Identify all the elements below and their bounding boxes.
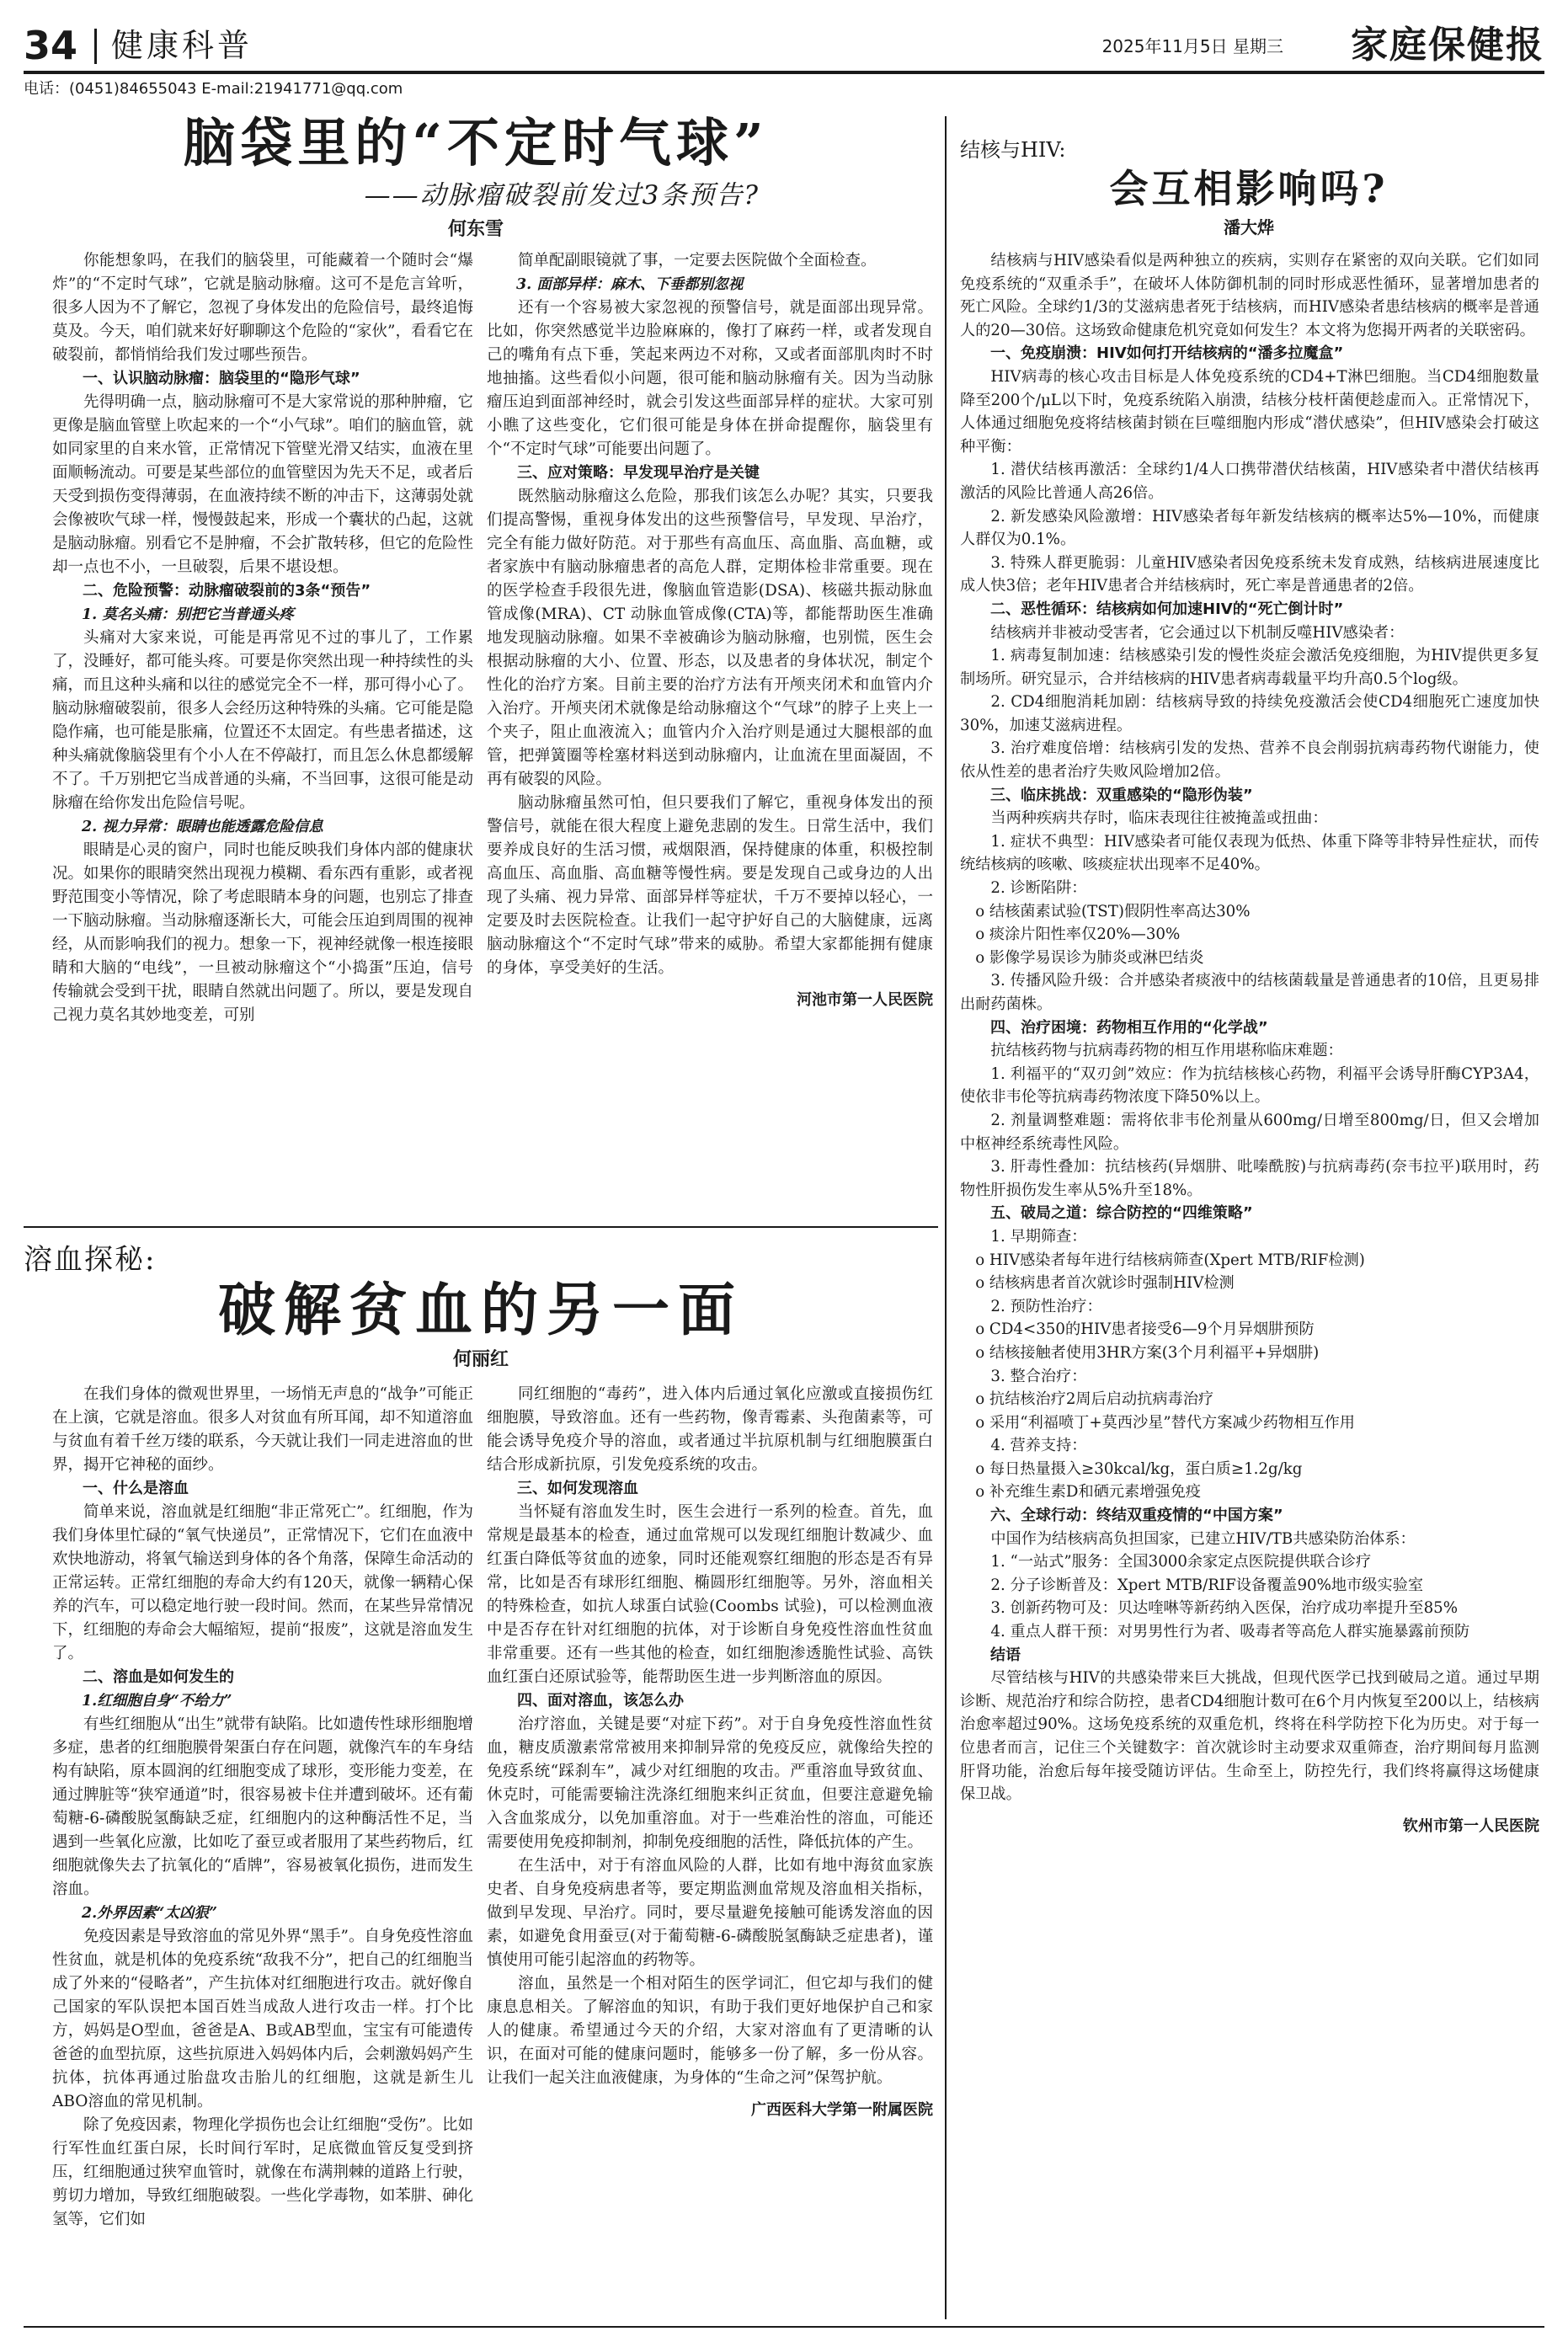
paragraph: 尽管结核与HIV的共感染带来巨大挑战，但现代医学已找到破局之道。通过早期诊断、规范治疗和综合防控，患者CD4细胞计数可在6个月内恢复至200以上，结核病治愈率超过90%。这场免疫系统的双重危机，终将在科学防控下化为历史。对于每一位患者而言，记住三个关键数字：首次就诊时主动要求双重筛查，治疗期间每月监测肝肾功能，治愈后每年接受随访评估。生命至上，防控先行，我们终将赢得这场健康保卫战。 (960, 1669, 1539, 1804)
paragraph: 1. 症状不典型：HIV感染者可能仅表现为低热、体重下降等非特异性症状，而传统结核病的咳嗽、咳痰症状出现率不足40%。 (960, 832, 1539, 874)
paragraph: 3. 特殊人群更脆弱：儿童HIV感染者因免疫系统未发育成熟，结核病进展速度比成人快3倍；老年HIV患者合并结核病时，死亡率是普通患者的2倍。 (960, 553, 1539, 595)
article1-column-2 (487, 249, 933, 1218)
paragraph: 溶血，虽然是一个相对陌生的医学词汇，但它却与我们的健康息息相关。了解溶血的知识，有助于我们更好地保护自己和家人的健康。希望通过今天的介绍，大家对溶血有了更清晰的认识，在面对可能的健康问题时，能够多一份了解，多一份从容。让我们一起关注血液健康，为身体的“生命之河”保驾护航。 (487, 1975, 933, 2087)
section-heading: 一、免疫崩溃：HIV如何打开结核病的“潘多拉魔盒” (990, 344, 1344, 363)
article2-author: 何丽红 (452, 1349, 509, 1370)
paragraph: 结核病与HIV感染看似是两种独立的疾病，实则存在紧密的双向关联。它们如同免疫系统的“双重杀手”，在破坏人体防御机制的同时形成恶性循环，显著增加患者的死亡风险。全球约1/3的艾滋病患者死于结核病，而HIV感染者患结核病的概率是普通人的20—30倍。这场致命健康危机究竟如何发生？本文将为您揭开两者的关联密码。 (960, 252, 1539, 339)
list-item: o CD4<350的HIV患者接受6—9个月异烟肼预防 (975, 1320, 1315, 1339)
list-item: o 每日热量摄入≥30kcal/kg，蛋白质≥1.2g/kg (975, 1459, 1303, 1478)
article3-body (960, 249, 1539, 2318)
page-number: 34 (24, 23, 78, 68)
list-item: o HIV感染者每年进行结核病筛查(Xpert MTB/RIF检测) (975, 1251, 1365, 1269)
hospital-signature: 钦州市第一人民医院 (1403, 1817, 1539, 1835)
section-heading: 五、破局之道：综合防控的“四维策略” (990, 1204, 1253, 1223)
paragraph: 2. 剂量调整难题：需将依非韦伦剂量从600mg/日增至800mg/日，但又会增加中枢神经系统毒性风险。 (960, 1111, 1539, 1153)
paragraph: 免疫因素是导致溶血的常见外界“黑手”。自身免疫性溶血性贫血，就是机体的免疫系统“敌我不分”，把自己的红细胞当成了外来的“侵略者”，产生抗体对红细胞进行攻击。就好像自己国家的军队误把本国百姓当成敌人进行攻击一样。打个比方，妈妈是O型血，爸爸是A、B或AB型血，宝宝有可能遗传爸爸的血型抗原，这些抗原进入妈妈体内后，会刺激妈妈产生抗体，抗体再通过胎盘攻击胎儿的红细胞，这就是新生儿ABO溶血的常见机制。 (52, 1928, 473, 2110)
section-heading: 结语 (990, 1646, 1021, 1664)
paragraph: 2. 分子诊断普及：Xpert MTB/RIF设备覆盖90%地市级实验室 (990, 1576, 1424, 1594)
article1-subtitle: ——动脉瘤破裂前发过3条预告? (364, 180, 760, 211)
contact-info: 电话：(0451)84655043 E-mail:21941771@qq.com (24, 80, 403, 98)
paragraph: 2. 预防性治疗： (990, 1297, 1102, 1315)
article1-author: 何东雪 (447, 219, 504, 240)
sub-heading: 1.红细胞自身“不给力” (82, 1693, 232, 1710)
article1-title: 脑袋里的“不定时气球” (183, 112, 769, 173)
paragraph: 当怀疑有溶血发生时，医生会进行一系列的检查。首先，血常规是最基本的检查，通过血常规可以发现红细胞计数减少、血红蛋白降低等贫血的迹象，同时还能观察红细胞的形态是否有异常，比如是否有球形红细胞、椭圆形红细胞等。另外，溶血相关的特殊检查，如抗人球蛋白试验(Coombs 试验)，可以检测血液中是否存在针对红细胞的抗体，对于诊断自身免疫性溶血性贫血非常重要。还有一些其他的检查，如红细胞渗透脆性试验、高铁血红蛋白还原试验等，能帮助医生进一步判断溶血的原因。 (487, 1503, 933, 1686)
article3-author: 潘大烨 (1224, 217, 1274, 237)
paragraph: 1. 利福平的“双刃剑”效应：作为抗结核核心药物，利福平会诱导肝酶CYP3A4，使依非韦伦等抗病毒药物浓度下降50%以上。 (960, 1064, 1539, 1107)
paragraph: 简单来说，溶血就是红细胞“非正常死亡”。红细胞，作为我们身体里忙碌的“氧气快递员”，正常情况下，它们在血液中欢快地游动，将氧气输送到身体的各个角落，保障生命活动的正常运转。正常红细胞的寿命大约有120天，就像一辆精心保养的汽车，可以稳定地行驶一段时间。然而，在某些异常情况下，红细胞的寿命会大幅缩短，提前“报废”，这就是溶血发生了。 (52, 1503, 473, 1662)
paragraph: 2. CD4细胞消耗加剧：结核病导致的持续免疫激活会使CD4细胞死亡速度加快30%，加速艾滋病进程。 (960, 693, 1539, 734)
list-item: o 补充维生素D和硒元素增强免疫 (975, 1483, 1201, 1502)
section-heading: 六、全球行动：终结双重疫情的“中国方案” (990, 1507, 1283, 1525)
article1-column-1 (52, 249, 473, 1218)
paragraph: HIV病毒的核心攻击目标是人体免疫系统的CD4+T淋巴细胞。当CD4细胞数量降至200个/μL以下时，免疫系统陷入崩溃，结核分枝杆菌便趁虚而入。正常情况下，人体通过细胞免疫将结核菌封锁在巨噬细胞内形成“潜伏感染”，但HIV感染会打破这种平衡： (960, 367, 1539, 456)
paragraph: 1. 早期筛查： (990, 1227, 1087, 1246)
paragraph: 先得明确一点，脑动脉瘤可不是大家常说的那种肿瘤，它更像是脑血管壁上吹起来的一个“小气球”。咱们的脑血管，就如同家里的自来水管，正常情况下管壁光滑又结实，血液在里面顺畅流动。可要是某些部位的血管壁因为先天不足，或者后天受到损伤变得薄弱，在血液持续不断的冲击下，这薄弱处就会像被吹气球一样，慢慢鼓起来，形成一个囊状的凸起，这就是脑动脉瘤。别看它不是肿瘤，不会扩散转移，但它的危险性却一点也不小，一旦破裂，后果不堪设想。 (52, 393, 473, 576)
section-heading: 四、面对溶血，该怎么办 (517, 1692, 684, 1710)
list-item: o 影像学易误诊为肺炎或淋巴结炎 (975, 948, 1204, 967)
paragraph: 中国作为结核病高负担国家，已建立HIV/TB共感染防治体系： (990, 1529, 1416, 1548)
paragraph: 你能想象吗，在我们的脑袋里，可能藏着一个随时会“爆炸”的“不定时气球”，它就是脑动脉瘤。这可不是危言耸听，很多人因为不了解它，忽视了身体发出的危险信号，最终追悔莫及。今天，咱们就来好好聊聊这个危险的“家伙”，看看它在破裂前，都悄悄给我们发过哪些预告。 (52, 252, 473, 364)
hospital-signature: 广西医科大学第一附属医院 (751, 2101, 933, 2119)
paragraph: 2. 诊断陷阱： (990, 879, 1087, 898)
paragraph: 4. 重点人群干预：对男男性行为者、吸毒者等高危人群实施暴露前预防 (990, 1623, 1470, 1641)
sub-heading: 3. 面部异样：麻木、下垂都别忽视 (516, 276, 744, 293)
paragraph: 在我们身体的微观世界里，一场悄无声息的“战争”可能正在上演，它就是溶血。很多人对贫血有所耳闻，却不知道溶血与贫血有着千丝万缕的联系，今天就让我们一同走进溶血的世界，揭开它神秘的面纱。 (52, 1385, 473, 1474)
article2-column-1 (52, 1383, 473, 2318)
section-heading: 二、危险预警：动脉瘤破裂前的3条“预告” (83, 582, 371, 600)
list-item: o 结核接触者使用3HR方案(3个月利福平+异烟肼) (975, 1343, 1320, 1362)
sub-heading: 1. 莫名头痛：别把它当普通头疼 (82, 606, 294, 623)
article2-top-rule (24, 1226, 938, 1228)
paragraph: 1. 潜伏结核再激活：全球约1/4人口携带潜伏结核菌，HIV感染者中潜伏结核再激活的风险比普通人高26倍。 (960, 461, 1539, 502)
paragraph: 脑动脉瘤虽然可怕，但只要我们了解它，重视身体发出的预警信号，就能在很大程度上避免悲剧的发生。日常生活中，我们要养成良好的生活习惯，戒烟限酒，保持健康的体重，积极控制高血压、高血脂、高血糖等慢性病。要是发现自己或身边的人出现了头痛、视力异常、面部异样等症状，千万不要掉以轻心，一定要及时去医院检查。让我们一起守护好自己的大脑健康，远离脑动脉瘤这个“不定时气球”带来的威胁。希望大家都能拥有健康的身体，享受美好的生活。 (487, 794, 933, 977)
hospital-signature: 河池市第一人民医院 (797, 991, 933, 1009)
paragraph: 4. 营养支持： (990, 1437, 1087, 1455)
list-item: o 结核病患者首次就诊时强制HIV检测 (975, 1274, 1235, 1293)
masthead (24, 24, 1544, 67)
paragraph: 3. 创新药物可及：贝达喹啉等新药纳入医保，治疗成功率提升至85% (990, 1599, 1459, 1618)
header-divider (94, 29, 97, 64)
page-bottom-rule (24, 2326, 1544, 2328)
paragraph: 头痛对大家来说，可能是再常见不过的事儿了，工作累了，没睡好，都可能头疼。可要是你突然出现一种持续性的头痛，而且这种头痛和以往的感觉完全不一样，那可得小心了。脑动脉瘤破裂前，很多人会经历这种特殊的头痛。它可能是隐隐作痛，也可能是胀痛，位置还不太固定。有些患者描述，这种头痛就像脑袋里有个小人在不停敲打，而且怎么休息都缓解不了。千万别把它当成普通的头痛，不当回事，这很可能是动脉瘤在给你发出危险信号呢。 (52, 629, 473, 812)
section-heading: 四、治疗困境：药物相互作用的“化学战” (990, 1018, 1268, 1037)
article3-kicker: 结核与HIV: (960, 138, 1066, 162)
sub-heading: 2. 视力异常：眼睛也能透露危险信息 (82, 819, 323, 835)
article2-column-2 (487, 1383, 933, 2318)
section-heading: 三、如何发现溶血 (517, 1480, 638, 1497)
paragraph: 3. 肝毒性叠加：抗结核药(异烟肼、吡嗪酰胺)与抗病毒药(奈韦拉平)联用时，药物性肝损伤发生率从5%升至18%。 (960, 1158, 1539, 1199)
section-heading: 一、什么是溶血 (83, 1480, 189, 1497)
paragraph: 3. 整合治疗： (990, 1367, 1087, 1385)
article2-kicker: 溶血探秘: (24, 1243, 157, 1277)
section-name: 健康科普 (111, 27, 253, 64)
paragraph: 2. 新发感染风险激增：HIV感染者每年新发结核病的概率达5%—10%，而健康人群仅为0.1%。 (960, 507, 1539, 549)
sub-heading: 2.外界因素“太凶狠” (82, 1905, 217, 1922)
newspaper-name: 家庭保健报 (1351, 24, 1544, 67)
paragraph: 眼睛是心灵的窗户，同时也能反映我们身体内部的健康状况。如果你的眼睛突然出现视力模糊、看东西有重影，或者视野范围变小等情况，除了考虑眼睛本身的问题，也别忘了排查一下脑动脉瘤。当动脉瘤逐渐长大，可能会压迫到周围的视神经，从而影响我们的视力。想象一下，视神经就像一根连接眼睛和大脑的“电线”，一旦被动脉瘤这个“小捣蛋”压迫，信号传输就会受到干扰，眼睛自然就出问题了。所以，要是发现自己视力莫名其妙地变差，可别 (52, 841, 473, 1024)
section-heading: 二、恶性循环：结核病如何加速HIV的“死亡倒计时” (990, 600, 1344, 618)
section-heading: 三、应对策略：早发现早治疗是关键 (517, 464, 760, 482)
section-heading: 一、认识脑动脉瘤：脑袋里的“隐形气球” (83, 370, 360, 387)
list-item: o 痰涂片阳性率仅20%—30% (975, 926, 1181, 944)
column-divider (945, 116, 947, 2319)
list-item: o 抗结核治疗2周后启动抗病毒治疗 (975, 1390, 1214, 1409)
paragraph: 抗结核药物与抗病毒药物的相互作用堪称临床难题： (990, 1042, 1343, 1060)
issue-date: 2025年11月5日 星期三 (1101, 36, 1283, 56)
paragraph: 既然脑动脉瘤这么危险，那我们该怎么办呢？其实，只要我们提高警惕，重视身体发出的这些预警信号，早发现、早治疗，完全有能力做好防范。对于那些有高血压、高血脂、高血糖，或者家族中有脑动脉瘤患者的高危人群，定期体检非常重要。现在的医学检查手段很先进，像脑血管造影(DSA)、核磁共振动脉血管成像(MRA)、CT 动脉血管成像(CTA)等，都能帮助医生准确地发现脑动脉瘤。如果不幸被确诊为脑动脉瘤，也别慌，医生会根据动脉瘤的大小、位置、形态，以及患者的身体状况，制定个性化的治疗方案。目前主要的治疗方法有开颅夹闭术和血管内介入治疗。开颅夹闭术就像是给动脉瘤这个“气球”的脖子上夹上一个夹子，阻止血液流入；血管内介入治疗则是通过大腿根部的血管，把弹簧圈等栓塞材料送到动脉瘤内，让血流在里面凝固，不再有破裂的风险。 (487, 488, 933, 788)
paragraph: 还有一个容易被大家忽视的预警信号，就是面部出现异常。比如，你突然感觉半边脸麻麻的，像打了麻药一样，或者发现自己的嘴角有点下垂，笑起来两边不对称，又或者面部肌肉时不时地抽搐。这些看似小问题，很可能和脑动脉瘤有关。因为当动脉瘤压迫到面部神经时，就会引发这些面部异样的症状。大家可别小瞧了这些变化，它们很可能是身体在拼命提醒你，脑袋里有个“不定时气球”可能要出问题了。 (487, 299, 933, 458)
header-rule (24, 71, 1544, 74)
section-heading: 二、溶血是如何发生的 (83, 1668, 234, 1686)
paragraph: 结核病并非被动受害者，它会通过以下机制反噬HIV感染者： (990, 623, 1405, 642)
paragraph: 同红细胞的“毒药”，进入体内后通过氧化应激或直接损伤红细胞膜，导致溶血。还有一些药物，像青霉素、头孢菌素等，可能会诱导免疫介导的溶血，或者通过半抗原机制与红细胞膜蛋白结合形成新抗原，引发免疫系统的攻击。 (487, 1385, 933, 1474)
paragraph: 除了免疫因素，物理化学损伤也会让红细胞“受伤”。比如行军性血红蛋白尿，长时间行军时，足底微血管反复受到挤压，红细胞通过狭窄血管时，就像在布满荆棘的道路上行驶，剪切力增加，导致红细胞破裂。一些化学毒物，如苯肼、砷化氢等，它们如 (52, 2116, 473, 2228)
list-item: o 采用“利福喷丁+莫西沙星”替代方案减少药物相互作用 (975, 1413, 1355, 1432)
article2-title: 破解贫血的另一面 (217, 1277, 744, 1344)
paragraph: 简单配副眼镜就了事，一定要去医院做个全面检查。 (518, 252, 877, 269)
list-item: o 结核菌素试验(TST)假阴性率高达30% (975, 902, 1251, 920)
paragraph: 3. 治疗难度倍增：结核病引发的发热、营养不良会削弱抗病毒药物代谢能力，使依从性差的患者治疗失败风险增加2倍。 (960, 739, 1539, 782)
article3-title: 会互相影响吗? (1109, 166, 1389, 211)
section-heading: 三、临床挑战：双重感染的“隐形伪装” (990, 786, 1253, 804)
paragraph: 治疗溶血，关键是要“对症下药”。对于自身免疫性溶血性贫血，糖皮质激素常常被用来抑制异常的免疫反应，就像给失控的免疫系统“踩刹车”，减少对红细胞的攻击。严重溶血导致贫血、休克时，可能需要输注洗涤红细胞来纠正贫血，但要注意避免输入含血浆成分，以免加重溶血。对于一些难治性的溶血，可能还需要使用免疫抑制剂，抑制免疫细胞的活性，降低抗体的产生。 (487, 1715, 933, 1851)
paragraph: 在生活中，对于有溶血风险的人群，比如有地中海贫血家族史者、自身免疫病患者等，要定期监测血常规及溶血相关指标，做到早发现、早治疗。同时，要尽量避免接触可能诱发溶血的因素，如避免食用蚕豆(对于葡萄糖-6-磷酸脱氢酶缺乏症患者)，谨慎使用可能引起溶血的药物等。 (487, 1857, 933, 1969)
paragraph: 1. 病毒复制加速：结核感染引发的慢性炎症会激活免疫细胞，为HIV提供更多复制场所。研究显示，合并结核病的HIV患者病毒载量平均升高0.5个log级。 (960, 647, 1539, 688)
paragraph: 当两种疾病共存时，临床表现往往被掩盖或扭曲： (990, 809, 1328, 828)
paragraph: 有些红细胞从“出生”就带有缺陷。比如遗传性球形细胞增多症，患者的红细胞膜骨架蛋白存在问题，就像汽车的车身结构有缺陷，原本圆润的红细胞变成了球形，变形能力变差，在通过脾脏等“狭窄通道”时，很容易被卡住并遭到破坏。还有葡萄糖-6-磷酸脱氢酶缺乏症，红细胞内的这种酶活性不足，当遇到一些氧化应激，比如吃了蚕豆或者服用了某些药物后，红细胞就像失去了抗氧化的“盾牌”，容易被氧化损伤，进而发生溶血。 (52, 1715, 473, 1898)
paragraph: 3. 传播风险升级：合并感染者痰液中的结核菌载量是普通患者的10倍，且更易排出耐药菌株。 (960, 972, 1539, 1013)
paragraph: 1. “一站式”服务：全国3000余家定点医院提供联合诊疗 (990, 1553, 1372, 1571)
